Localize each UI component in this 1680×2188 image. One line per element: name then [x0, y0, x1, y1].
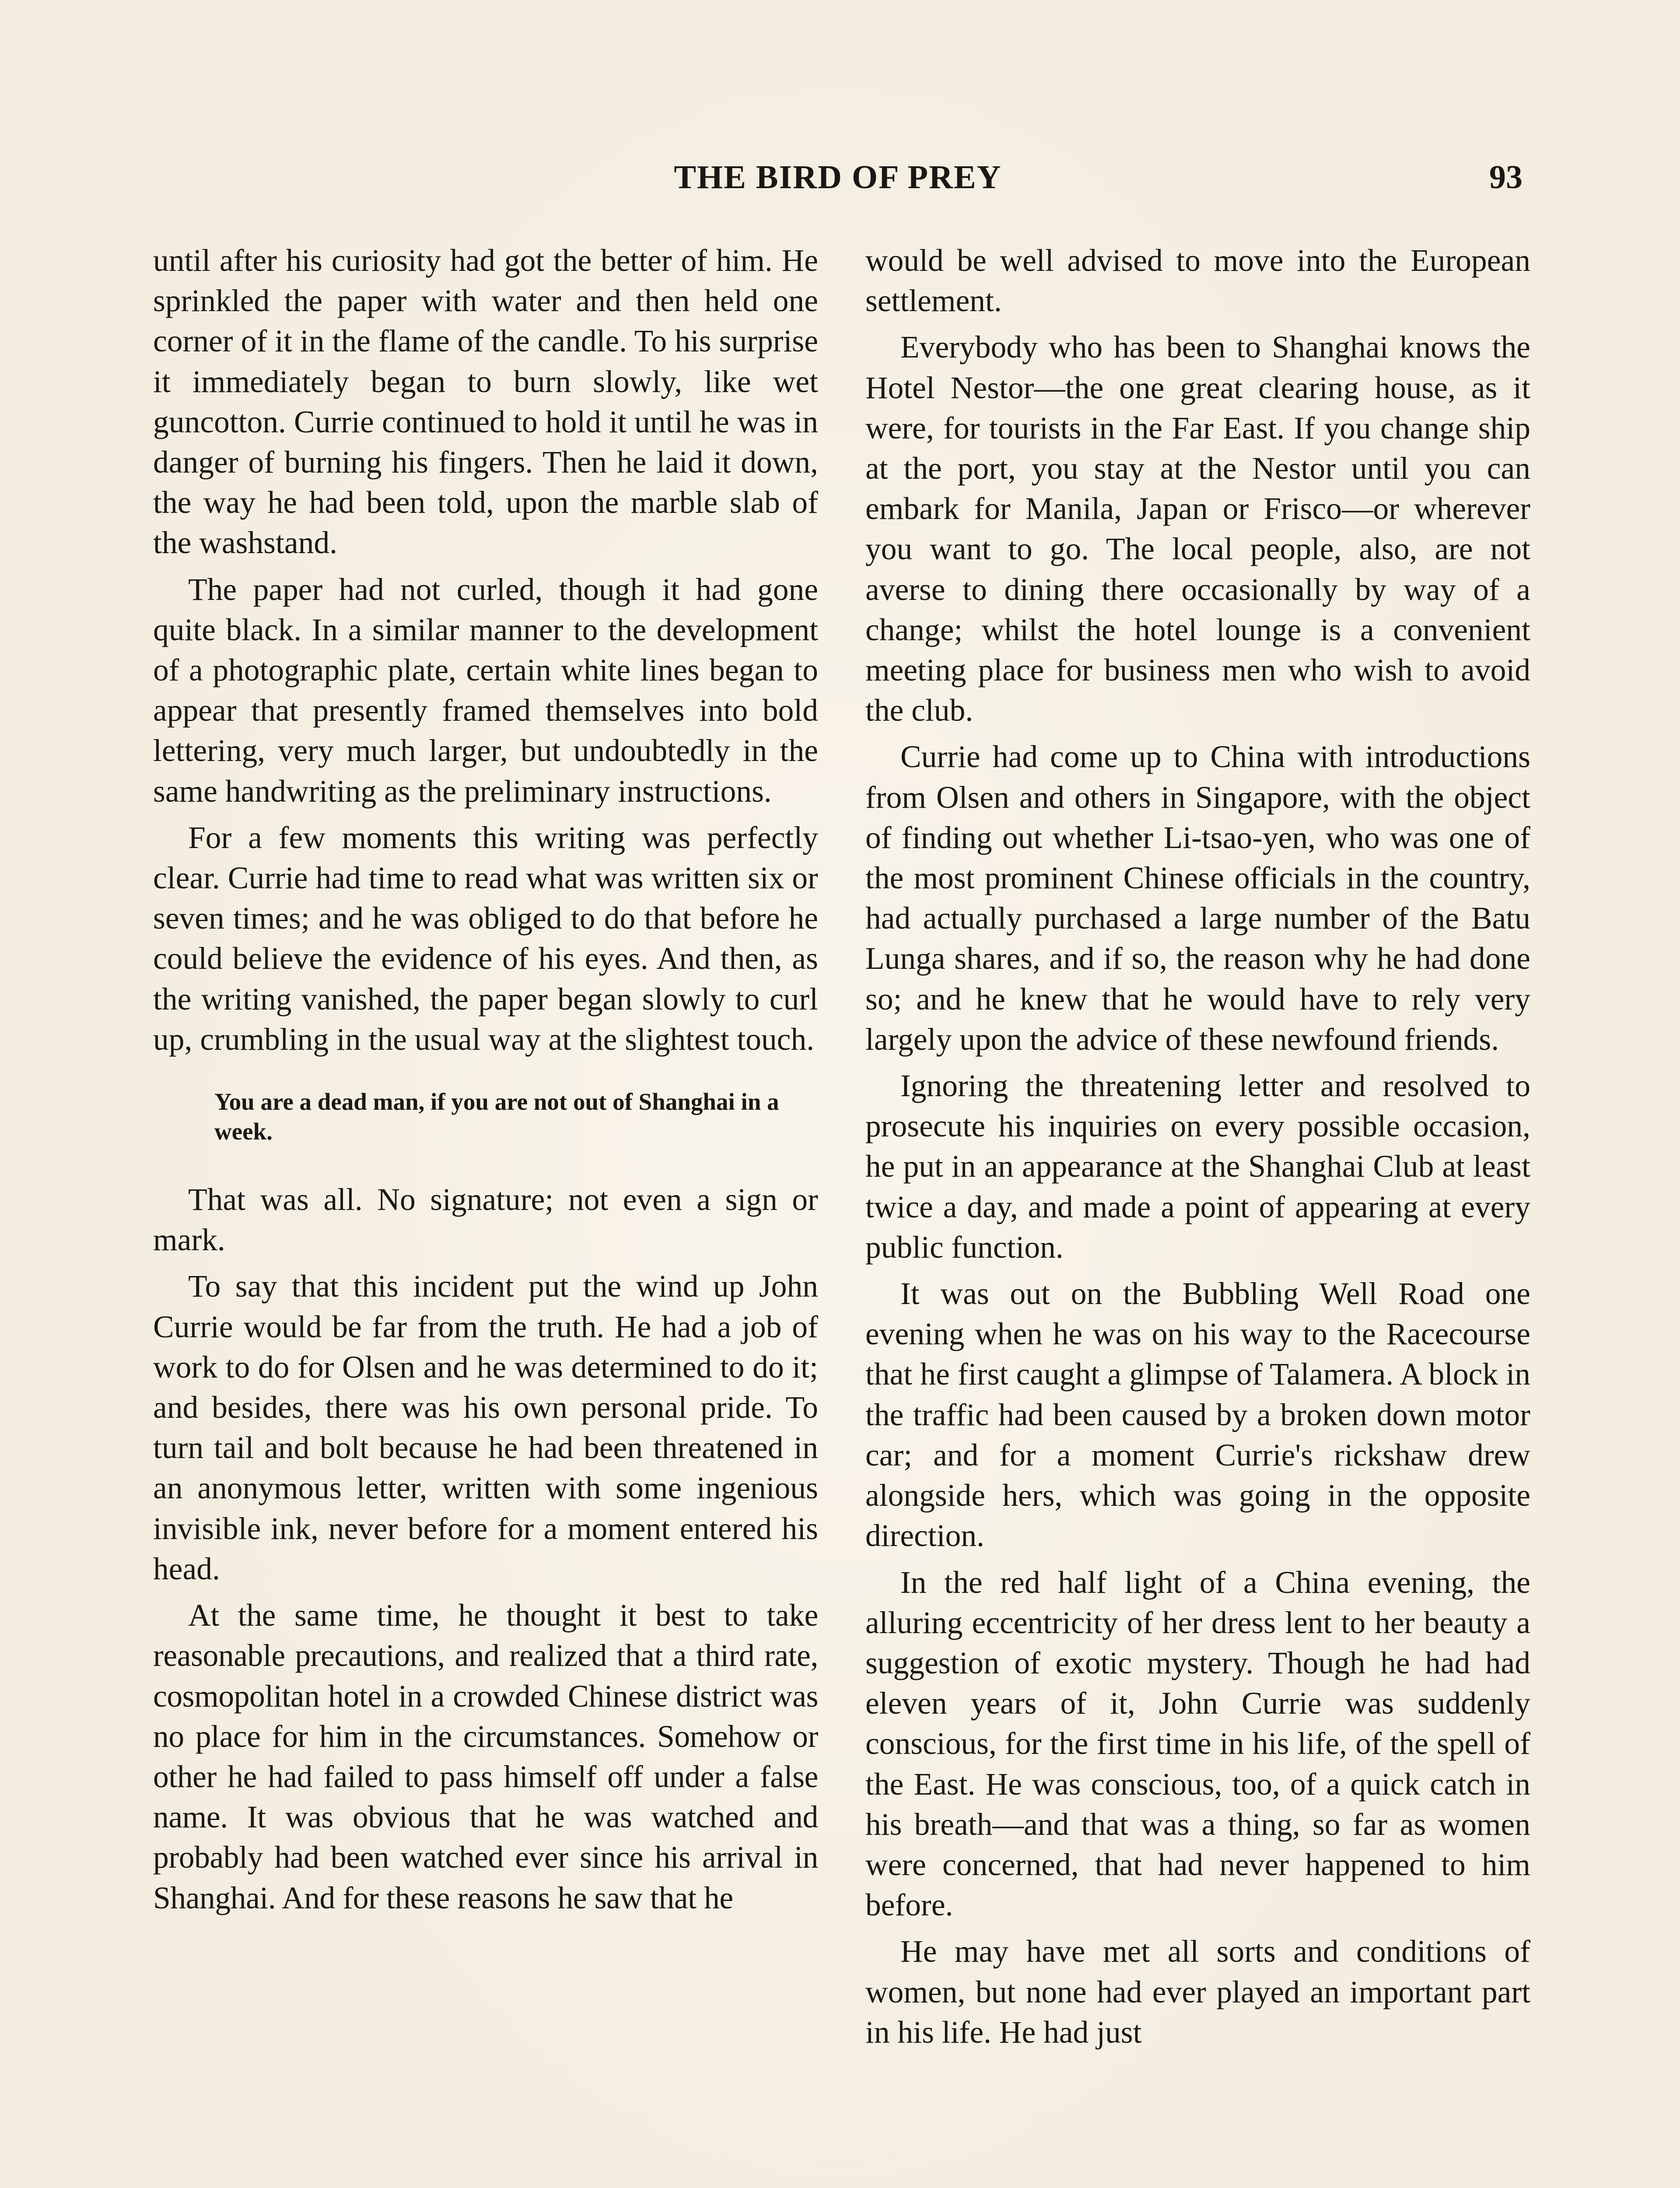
paragraph: The paper had not curled, though it had gone quite black. In a similar manner to the development of a photographic plate, certain white lines began to appear that presently framed themselves into bold lettering, very much larger, but undoubtedly in the same handwriting as the preliminary instructions. — [153, 572, 818, 809]
paragraph: In the red half light of a China evening, the alluring eccentricity of her dress lent to her beauty a suggestion of exotic mystery. Though he had had eleven years of it, John Currie was suddenly conscious, for the first time in his life, of the spell of the East. He was conscious, too, of a quick catch in his breath—and that was a thing, so far as women were concerned, that had never happened to him before. — [865, 1565, 1530, 1923]
paragraph: would be well advised to move into the European settlement. — [865, 243, 1530, 319]
paragraph: To say that this incident put the wind up John Currie would be far from the truth. He had a job of work to do for Olsen and he was determined to do it; and besides, there was his own personal pride. To turn tail and bolt because he had been threatened in an anonymous letter, written with some ingenious invisible ink, never before for a moment entered his head. — [153, 1269, 818, 1586]
threat-notice: You are a dead man, if you are not out of Shanghai in a week. — [214, 1088, 779, 1145]
paragraph: Everybody who has been to Shanghai knows the Hotel Nestor—the one great clearing house, as it were, for tourists in the Far East. If you change ship at the port, you stay at the Nestor until you can embark for Manila, Japan or Frisco—or wherever you want to go. The local people, also, are not averse to dining there occasionally by way of a change; whilst the hotel lounge is a convenient meeting place for business men who wish to avoid the club. — [865, 330, 1530, 728]
paragraph: For a few moments this writing was perfectly clear. Currie had time to read what was written six or seven times; and he was obliged to do that before he could believe the evidence of his eyes. And then, as the writing vanished, the paper began slowly to curl up, crumbling in the usual way at the slightest touch. — [153, 820, 818, 1057]
running-head — [153, 155, 1522, 199]
paragraph: He may have met all sorts and conditions of women, but none had ever played an important part in his life. He had just — [865, 1934, 1530, 2050]
paragraph: Ignoring the threatening letter and resolved to prosecute his inquiries on every possible occasion, he put in an appearance at the Shanghai Club at least twice a day, and made a point of appearing at every public function. — [865, 1069, 1530, 1265]
paragraph: Currie had come up to China with introductions from Olsen and others in Singapore, with the object of finding out whether Li-tsao-yen, who was one of the most prominent Chinese officials in the country, had actually purchased a large number of the Batu Lunga shares, and if so, the reason why he had done so; and he knew that he would have to rely very largely upon the advice of these newfound friends. — [865, 740, 1530, 1057]
paragraph: until after his curiosity had got the better of him. He sprinkled the paper with water and then held one corner of it in the flame of the candle. To his surprise it immediately began to burn slowly, like wet guncotton. Currie continued to hold it until he was in danger of burning his fingers. Then he laid it down, the way he had been told, upon the marble slab of the washstand. — [153, 243, 818, 561]
page-number: 93 — [1489, 159, 1522, 196]
left-column — [153, 241, 818, 1918]
paragraph: It was out on the Bubbling Well Road one evening when he was on his way to the Racecourse that he first caught a glimpse of Talamera. A block in the traffic had been caused by a broken down motor car; and for a moment Currie's rickshaw drew alongside hers, which was going in the opposite direction. — [865, 1276, 1530, 1553]
paragraph: At the same time, he thought it best to take reasonable precautions, and realized that a third rate, cosmopolitan hotel in a crowded Chinese district was no place for him in the circumstances. Somehow or other he had failed to pass himself off under a false name. It was obvious that he was watched and probably had been watched ever since his arrival in Shanghai. And for these reasons he saw that he — [153, 1598, 818, 1915]
page-title: THE BIRD OF PREY — [674, 159, 1002, 196]
right-column — [865, 241, 1530, 2053]
paragraph: That was all. No signature; not even a sign or mark. — [153, 1182, 818, 1258]
